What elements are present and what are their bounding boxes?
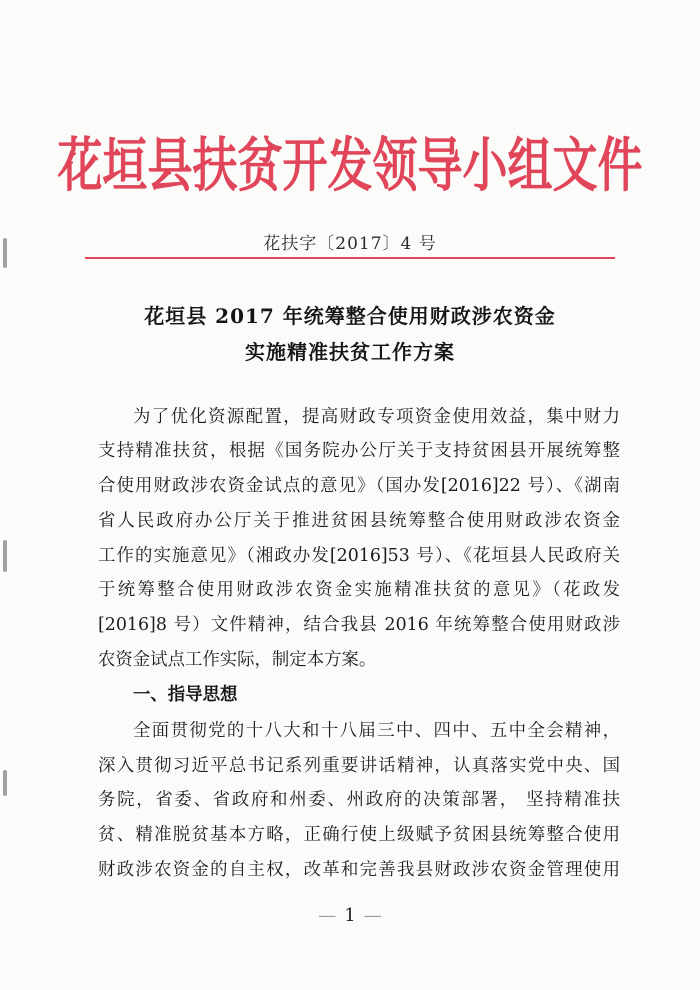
intro-line: 为了优化资源配置，提高财政专项资金使用效益，集中财力	[133, 407, 620, 427]
section-line: 财政涉农资金的自主权，改革和完善我县财政涉农资金管理使用	[98, 860, 620, 880]
intro-line: 省人民政府办公厅关于推进贫困县统筹整合使用财政涉农资金	[98, 511, 620, 531]
section-line: 务院，省委、省政府和州委、州政府的决策部署， 坚持精准扶	[98, 790, 620, 810]
intro-line: 支持精准扶贫，根据《国务院办公厅关于支持贫困县开展统筹整	[98, 441, 620, 461]
document-title-line-1: 花垣县 2017 年统筹整合使用财政涉农资金	[144, 304, 556, 328]
section-line: 贫、精准脱贫基本方略，正确行使上级赋予贫困县统筹整合使用	[98, 825, 620, 845]
page-number	[0, 905, 700, 926]
scan-binding-mark-middle	[3, 540, 7, 572]
document-number: 花扶字〔2017〕4 号	[263, 234, 437, 254]
section-line: 深入贯彻习近平总书记系列重要讲话精神，认真落实党中央、国	[98, 756, 620, 776]
document-title-line-2: 实施精准扶贫工作方案	[245, 340, 455, 364]
intro-line: 于统筹整合使用财政涉农资金实施精准扶贫的意见》（花政发	[98, 580, 620, 600]
header-divider-line	[85, 257, 615, 259]
intro-line: [2016]8 号）文件精神，结合我县 2016 年统筹整合使用财政涉	[98, 615, 620, 635]
section-heading-guiding-ideology: 一、指导思想	[133, 685, 238, 705]
page-number-dash-left: —	[318, 905, 337, 926]
section-line: 全面贯彻党的十八大和十八届三中、四中、五中全会精神，	[133, 721, 620, 741]
intro-line: 工作的实施意见》（湘政办发[2016]53 号）、《花垣县人民政府关	[98, 546, 620, 566]
page-number-value: 1	[344, 905, 356, 926]
document-header-title: 花垣县扶贫开发领导小组文件	[57, 131, 643, 200]
page-number-dash-right: —	[363, 905, 382, 926]
intro-line: 合使用财政涉农资金试点的意见》（国办发[2016]22 号）、《湖南	[98, 476, 620, 496]
scan-binding-mark-bottom	[3, 770, 7, 796]
intro-line: 农资金试点工作实际，制定本方案。	[98, 650, 377, 670]
